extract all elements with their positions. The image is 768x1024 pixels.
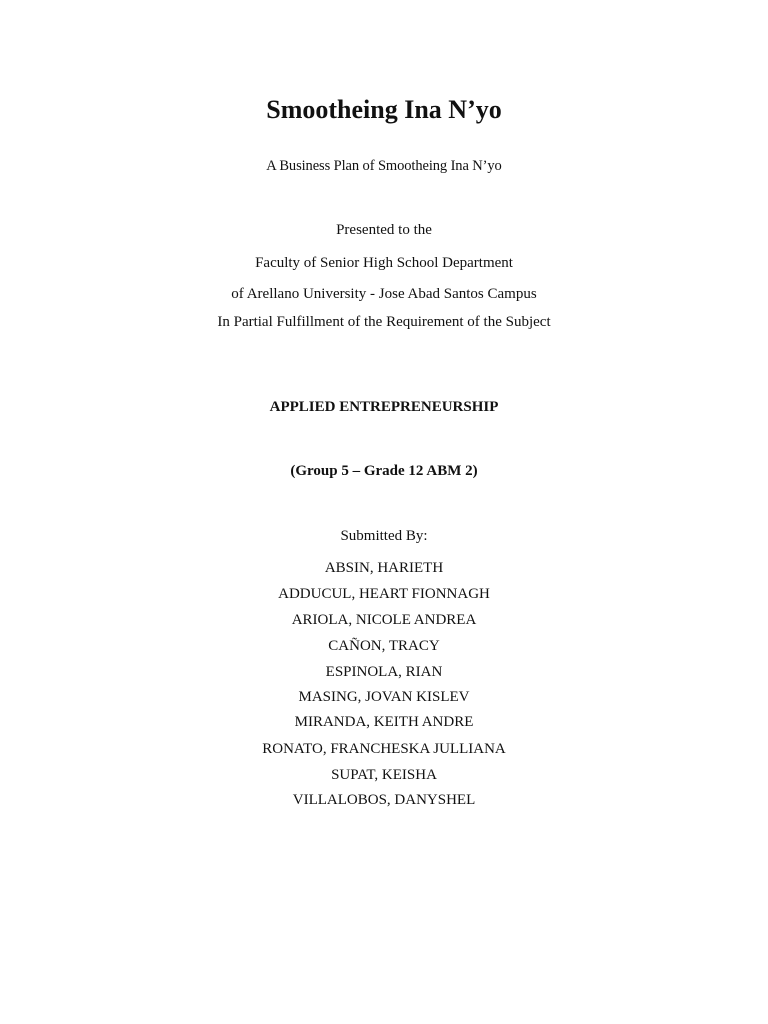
subject-heading: APPLIED ENTREPRENEURSHIP <box>269 399 499 415</box>
faculty-text: Faculty of Senior High School Department <box>255 255 513 271</box>
member-name: ABSIN, HARIETH <box>324 560 444 576</box>
university-text: of Arellano University - Jose Abad Santos Campus <box>231 286 537 302</box>
member-name: VILLALOBOS, DANYSHEL <box>292 792 476 808</box>
member-name: MASING, JOVAN KISLEV <box>298 689 470 705</box>
submitted-by-label: Submitted By: <box>340 528 428 544</box>
member-name: MIRANDA, KEITH ANDRE <box>294 714 474 730</box>
presented-to-text: Presented to the <box>336 222 432 238</box>
group-heading: (Group 5 – Grade 12 ABM 2) <box>290 463 478 479</box>
member-name: SUPAT, KEISHA <box>331 767 437 783</box>
member-name: CAÑON, TRACY <box>328 638 440 654</box>
fulfillment-text: In Partial Fulfillment of the Requirement of the Subject <box>217 314 551 330</box>
member-name: ARIOLA, NICOLE ANDREA <box>291 612 477 628</box>
member-name: ADDUCUL, HEART FIONNAGH <box>278 586 490 602</box>
document-subtitle: A Business Plan of Smootheing Ina N’yo <box>266 158 502 174</box>
member-name: RONATO, FRANCHESKA JULLIANA <box>262 741 506 757</box>
member-name: ESPINOLA, RIAN <box>325 664 443 680</box>
document-title: Smootheing Ina N’yo <box>266 95 502 124</box>
